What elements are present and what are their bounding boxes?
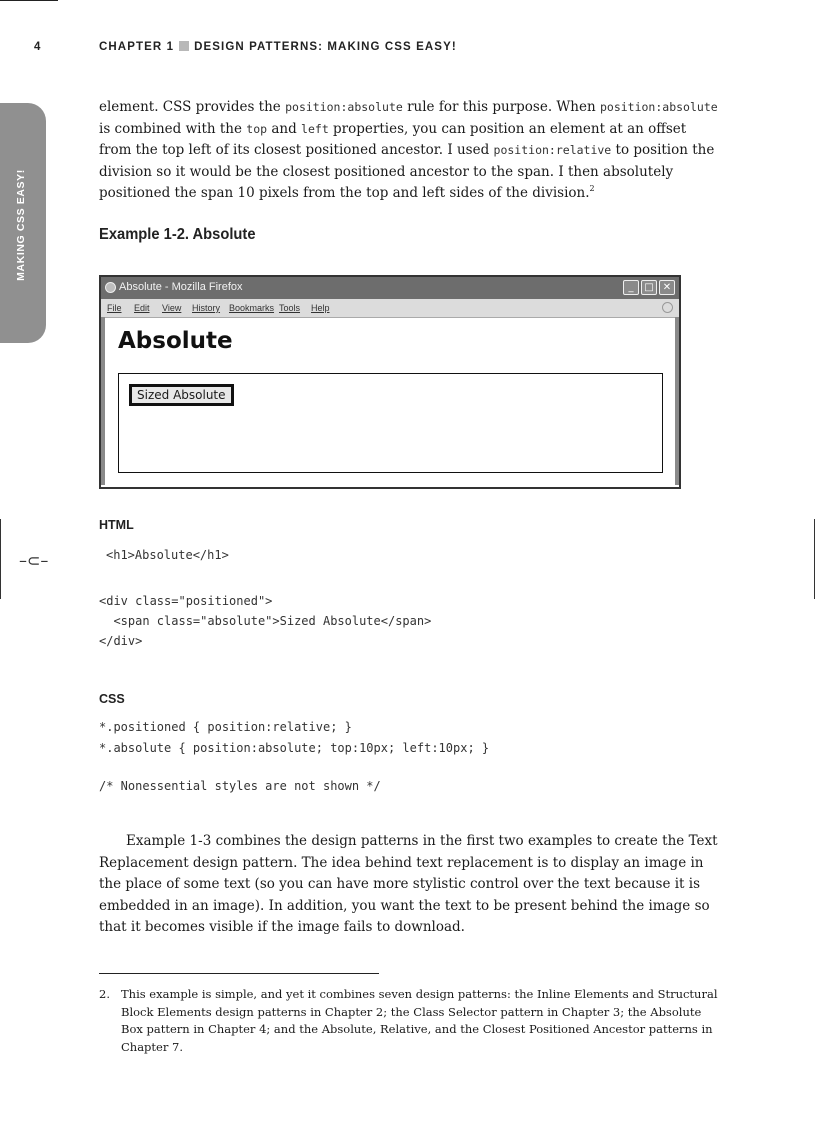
chapter-heading: [99, 41, 457, 53]
menu-bar: [101, 299, 679, 318]
footnote-rule: [99, 973, 379, 974]
menu-view[interactable]: View: [162, 303, 182, 313]
demo-page-heading: Absolute: [118, 328, 233, 354]
html-code-line: </div>: [99, 634, 143, 648]
minimize-button[interactable]: _: [623, 280, 639, 295]
footnote: [99, 986, 721, 1056]
menu-file[interactable]: File: [107, 303, 122, 313]
html-heading: HTML: [99, 518, 134, 532]
top-rule: [0, 0, 58, 1]
maximize-button[interactable]: □: [641, 280, 657, 295]
window-controls: [623, 280, 675, 295]
menu-edit[interactable]: Edit: [134, 303, 150, 313]
footnote-text: This example is simple, and yet it combines seven design patterns: the Inline Elements and Structural Block Elements design patterns in Chapter 2; the Class Selector pattern in Chapter 3; the Absolute Box pattern in Chapter 4; and the Absolute, Relative, and the Closest Positioned Ancestor patterns in Chapter 7.: [121, 987, 718, 1054]
close-button[interactable]: ✕: [659, 280, 675, 295]
inline-code: position:relative: [493, 143, 612, 157]
para-text: to position the division so it would be the closest positioned ancestor to the span. I then absolutely positioned the span 10 pixels from the top and left sides of the division.: [99, 142, 715, 201]
html-code-line: <span class="absolute">Sized Absolute</span>: [99, 614, 432, 628]
para-text: and: [267, 120, 302, 137]
css-heading: CSS: [99, 692, 125, 706]
menu-tools[interactable]: Tools: [279, 303, 301, 313]
page-number: 4: [34, 41, 42, 53]
registration-mark-icon: –⊂–: [19, 551, 49, 570]
window-titlebar: [101, 277, 679, 299]
footnote-reference[interactable]: 2: [589, 184, 595, 193]
chapter-title: DESIGN PATTERNS: MAKING CSS EASY!: [194, 41, 457, 53]
browser-screenshot: [99, 275, 681, 489]
menu-history[interactable]: History: [192, 303, 221, 313]
window-title: Absolute - Mozilla Firefox: [119, 281, 243, 293]
inline-code: position:absolute: [285, 100, 403, 114]
para-text: is combined with the: [99, 120, 247, 137]
body-paragraph-1: [99, 97, 721, 205]
html-code-line: <div class="positioned">: [99, 594, 273, 608]
running-header: [0, 41, 816, 59]
window-border-right: [675, 317, 679, 485]
window-border-left: [101, 317, 105, 485]
side-tab-label: MAKING CSS EASY!: [15, 169, 27, 281]
menu-help[interactable]: Help: [311, 303, 330, 313]
para-text: properties, you can position an element at an offset from the top left of its closest positioned ancestor. I used: [99, 120, 687, 158]
para-text: rule for this purpose. When: [402, 99, 600, 115]
inline-code: left: [301, 121, 329, 136]
inline-code: position:absolute: [599, 100, 718, 114]
css-comment-line: /* Nonessential styles are not shown */: [99, 779, 381, 793]
positioned-division: [118, 373, 663, 473]
crop-mark-left: [0, 519, 1, 599]
css-code-line: *.absolute { position:absolute; top:10px; left:10px; }: [99, 741, 490, 755]
square-bullet-icon: [179, 41, 189, 51]
example-title: Example 1-2. Absolute: [99, 226, 256, 243]
sized-absolute-span: Sized Absolute: [129, 384, 234, 406]
css-code-line: *.positioned { position:relative; }: [99, 720, 352, 734]
html-code-line: <h1>Absolute</h1>: [106, 548, 229, 562]
throbber-icon: [662, 302, 673, 313]
crop-mark-right: [814, 519, 815, 599]
body-paragraph-2: Example 1-3 combines the design patterns in the first two examples to create the Text Replacement design pattern. The idea behind text replacement is to display an image in the place of some text (so you can have more stylistic control over the text because it is embedded in an image). In addition, you want the text to be present behind the image so that it becomes visible if the image fails to download.: [99, 833, 718, 935]
inline-code: top: [246, 121, 268, 136]
chapter-label: CHAPTER 1: [99, 41, 175, 53]
footnote-number: 2.: [99, 987, 110, 1001]
firefox-icon: [105, 282, 116, 293]
menu-bookmarks[interactable]: Bookmarks: [229, 303, 275, 313]
para-text: element. CSS provides the: [99, 99, 286, 115]
